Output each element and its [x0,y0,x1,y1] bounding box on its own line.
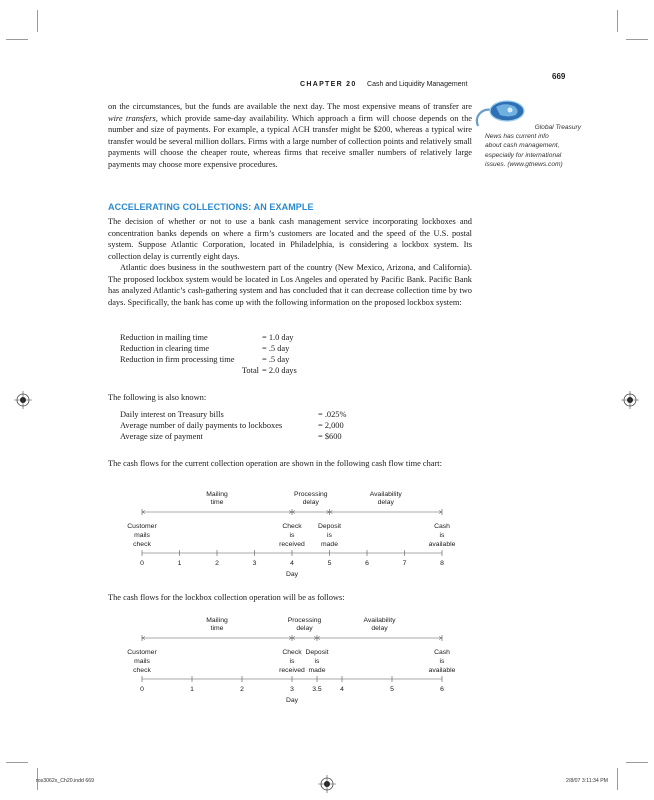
table-value: = .5 day [262,355,290,364]
delay-label: delay [377,499,394,506]
tick-label: 6 [365,560,369,567]
event-label: is [439,532,445,539]
event-label: available [428,667,456,674]
table-label: Average size of payment [120,432,203,441]
delay-label: Processing [293,491,328,498]
margin-note-line: about cash management, [485,142,560,150]
chart2-intro: The cash flows for the lockbox collection operation will be as follows: [108,593,345,602]
table-value: = .025% [318,410,347,419]
known-table [120,409,346,442]
event-label: is [314,658,320,665]
table-label: Reduction in firm processing time [120,355,235,364]
table-row [120,409,346,420]
event-label: Deposit [317,523,342,530]
margin-note-line: Global Treasury [534,124,581,131]
delay-label: delay [302,499,319,506]
tick-label: 2 [215,560,219,567]
tick-label: 1 [177,560,182,567]
timeline-chart-current [108,486,472,586]
event-label: made [320,541,339,548]
tick-label: 0 [140,686,144,693]
intro-text-post: which provide same-day availability. Which approach a firm will choose depends on the number and size of payments. For example, a typical ACH transfer might be $200, whereas a typical wire transfer would be several million dollars. Firms with a large number of collection points and relatively small payments will choose the cheaper route, whereas firms that receive smaller numbers of relatively large payments may choose more expensive procedures. [108,113,472,169]
tick-label: 5 [327,560,332,567]
delay-label: delay [296,625,313,632]
registration-mark-icon [14,391,32,409]
known-intro: The following is also known: [108,393,207,402]
axis-label: Day [285,697,299,704]
event-label: Cash [434,649,450,656]
crop-mark [6,762,28,763]
table-row [120,365,297,376]
footer-timestamp: 2/8/07 3:11:34 PM [566,778,609,784]
table-row [120,420,346,431]
timeline-chart-current-svg [108,486,472,586]
table-value: = 1.0 day [262,333,294,342]
tick-label: 0 [140,560,144,567]
table-label: Daily interest on Treasury bills [120,410,224,419]
table-value: = $600 [318,432,342,441]
delay-label: Availability [363,617,396,624]
intro-text-pre: on the circumstances, but the funds are available the next day. The most expensive means of transfer are [108,102,472,111]
tick-label: 4 [290,560,294,567]
registration-mark-icon [621,391,639,409]
tick-label: 1 [190,686,194,693]
event-label: Check [282,523,302,530]
table-row [120,343,297,354]
table-label: Reduction in clearing time [120,344,210,353]
delay-label: Mailing [206,617,228,624]
table-label: Reduction in mailing time [120,333,208,342]
event-label: received [279,541,305,548]
tick-label: 7 [402,560,407,567]
paragraph-atlantic: Atlantic does business in the southwestern part of the country (New Mexico, Arizona, and California). The proposed lockbox system would be located in Los Angeles and operated by Pacific Bank. Pacific Bank has analyzed Atlantic’s cash-gathering system and has concluded that it can decrease collection time by two days. Specifically, the bank has come up with the following information on the proposed lockbox system: [108,263,472,307]
table-value: = .5 day [262,344,290,353]
crop-mark [37,10,38,32]
margin-note-line: issues. (www.gtnews.com) [485,160,563,168]
crop-mark [617,768,618,790]
event-label: check [133,541,151,548]
event-label: received [279,667,305,674]
table-row [120,332,297,343]
intro-text-emphasis: wire transfers, [108,113,158,123]
footer-slug: ros3062x_Ch20.indd 669 [36,778,94,784]
reduction-table [120,332,297,376]
table-row [120,354,297,365]
margin-note-line: News has current info [485,133,549,141]
delay-label: time [210,625,224,632]
delay-label: Availability [369,491,402,498]
event-label: mails [134,658,150,665]
axis-label: Day [285,571,299,578]
page-number: 669 [552,72,566,81]
tick-label: 2 [240,686,244,693]
tick-label: 5 [390,686,394,693]
event-label: is [439,658,445,665]
crop-mark [617,10,618,32]
delay-label: Mailing [206,491,228,498]
registration-mark-icon [318,775,336,793]
tick-label: 6 [440,686,444,693]
event-label: is [289,658,295,665]
event-label: Check [282,649,302,656]
event-label: available [428,541,456,548]
chapter-title: Cash and Liquidity Management [367,81,468,88]
intro-paragraph [108,101,472,170]
paragraph-lockbox-decision: The decision of whether or not to use a bank cash management service incorporating lockboxes and concentration banks depends on where a firm’s customers are located and the speed of the U.S. postal system. Suppose Atlantic Corporation, located in Philadelphia, is considering a lockbox system. Its collection delay is currently eight days. [108,217,472,261]
delay-label: time [210,499,224,506]
table-value: = 2,000 [318,421,344,430]
event-label: Deposit [305,649,329,656]
margin-note [485,123,581,169]
section-heading: ACCELERATING COLLECTIONS: AN EXAMPLE [108,202,314,212]
event-label: mails [134,532,150,539]
event-label: Customer [127,649,157,656]
event-label: Customer [127,523,157,530]
table-label: Total [241,366,259,375]
crop-mark [626,762,648,763]
crop-mark [626,39,648,40]
chart1-intro: The cash flows for the current collection operation are shown in the following cash flow time chart: [108,459,442,468]
tick-label: 8 [440,560,444,567]
event-label: made [308,667,326,674]
table-row [120,431,346,442]
table-value: = 2.0 days [262,366,297,375]
tick-label: 3 [290,686,294,693]
chapter-label: CHAPTER 20 [300,81,357,88]
tick-label: 3 [252,560,257,567]
tick-label: 4 [340,686,344,693]
delay-label: delay [371,625,388,632]
timeline-chart-lockbox [108,612,472,712]
tick-label: 3.5 [312,686,322,693]
table-label: Average number of daily payments to lockboxes [120,421,283,430]
event-label: check [133,667,151,674]
crop-mark [6,39,28,40]
margin-note-line: especially for international [485,151,562,159]
running-header [300,72,570,88]
timeline-chart-lockbox-svg [108,612,472,712]
event-label: is [327,532,332,539]
event-label: is [289,532,295,539]
event-label: Cash [434,523,450,530]
delay-label: Processing [287,617,322,624]
